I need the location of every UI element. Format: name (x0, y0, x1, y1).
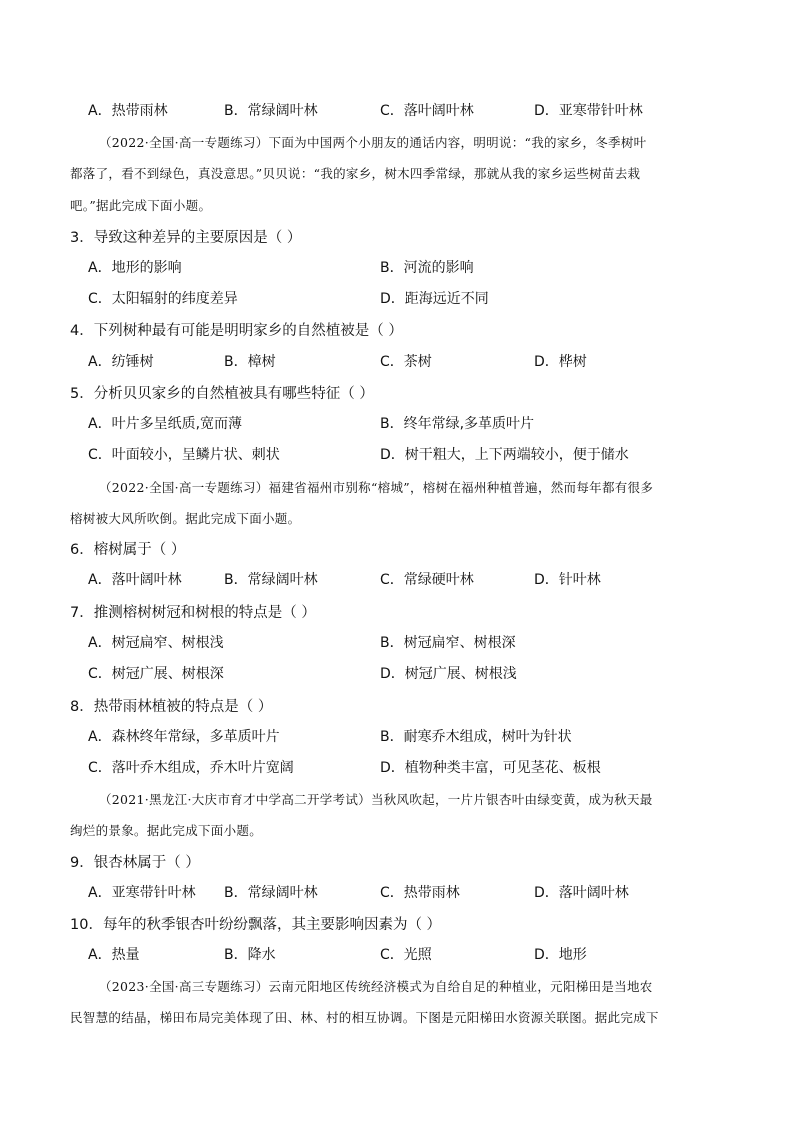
answer-option: D．树干粗大，上下两端较小，便于储水 (380, 447, 629, 463)
answer-option: D．亚寒带针叶林 (534, 103, 643, 119)
answer-option: B．终年常绿,多革质叶片 (380, 416, 535, 432)
answer-option: B．耐寒乔木组成，树叶为针状 (380, 729, 572, 745)
answer-option: C．热带雨林 (380, 885, 460, 901)
answer-option: C．树冠广展、树根深 (88, 666, 224, 682)
answer-option: B．降水 (224, 947, 276, 963)
answer-option: B．树冠扁窄、树根深 (380, 635, 516, 651)
material-intro-continued: 榕树被大风所吹倒。据此完成下面小题。 (70, 511, 301, 526)
material-intro-continued: 吧。”据此完成下面小题。 (70, 198, 212, 213)
question-stem: 6．榕树属于（ ） (70, 542, 186, 558)
question-stem: 3．导致这种差异的主要原因是（ ） (70, 230, 302, 246)
material-intro: （2022·全国·高一专题练习）下面为中国两个小朋友的通话内容，明明说：“我的家乡，冬季树叶 (99, 135, 647, 150)
question-stem: 4．下列树种最有可能是明明家乡的自然植被是（ ） (70, 323, 403, 339)
answer-option: D．植物种类丰富，可见茎花、板根 (380, 760, 601, 776)
question-stem: 9．银杏林属于（ ） (70, 855, 200, 871)
answer-option: D．桦树 (534, 354, 587, 370)
answer-option: B．常绿阔叶林 (224, 885, 318, 901)
answer-option: A．热量 (88, 947, 140, 963)
question-stem: 7．推测榕树树冠和树根的特点是（ ） (70, 605, 316, 621)
answer-option: A．纺锤树 (88, 354, 154, 370)
answer-option: B．河流的影响 (380, 260, 474, 276)
answer-option: C．落叶阔叶林 (380, 103, 474, 119)
material-intro-continued: 绚烂的景象。据此完成下面小题。 (70, 823, 263, 838)
answer-option: A．地形的影响 (88, 260, 182, 276)
material-intro-continued: 都落了，看不到绿色，真没意思。”贝贝说：“我的家乡，树木四季常绿，那就从我的家乡运些树苗去栽 (70, 166, 641, 181)
material-intro: （2021·黑龙江·大庆市育才中学高二开学考试）当秋风吹起，一片片银杏叶由绿变黄，成为秋天最 (99, 792, 653, 807)
answer-option: C．茶树 (380, 354, 432, 370)
answer-option: C．光照 (380, 947, 432, 963)
material-intro: （2022·全国·高一专题练习）福建省福州市别称“榕城”，榕树在福州种植普遍，然而每年都有很多 (99, 480, 654, 495)
answer-option: B．樟树 (224, 354, 276, 370)
answer-option: A．叶片多呈纸质,宽而薄 (88, 416, 243, 432)
material-intro: （2023·全国·高三专题练习）云南元阳地区传统经济模式为自给自足的种植业，元阳梯田是当地农 (99, 979, 653, 994)
answer-option: B．常绿阔叶林 (224, 572, 318, 588)
answer-option: A．热带雨林 (88, 103, 168, 119)
question-stem: 5．分析贝贝家乡的自然植被具有哪些特征（ ） (70, 386, 374, 402)
answer-option: A．亚寒带针叶林 (88, 885, 196, 901)
material-intro-continued: 民智慧的结晶，梯田布局完美体现了田、林、村的相互协调。下图是元阳梯田水资源关联图。据此完成下 (70, 1010, 659, 1025)
answer-option: A．落叶阔叶林 (88, 572, 182, 588)
answer-option: A．森林终年常绿，多革质叶片 (88, 729, 280, 745)
answer-option: C．叶面较小，呈鳞片状、刺状 (88, 447, 280, 463)
question-stem: 8．热带雨林植被的特点是（ ） (70, 699, 273, 715)
answer-option: C．太阳辐射的纬度差异 (88, 291, 238, 307)
answer-option: C．常绿硬叶林 (380, 572, 474, 588)
answer-option: D．树冠广展、树根浅 (380, 666, 517, 682)
answer-option: D．距海远近不同 (380, 291, 489, 307)
answer-option: B．常绿阔叶林 (224, 103, 318, 119)
answer-option: D．针叶林 (534, 572, 601, 588)
answer-option: C．落叶乔木组成，乔木叶片宽阔 (88, 760, 294, 776)
answer-option: A．树冠扁窄、树根浅 (88, 635, 224, 651)
answer-option: D．地形 (534, 947, 587, 963)
answer-option: D．落叶阔叶林 (534, 885, 629, 901)
question-stem: 10．每年的秋季银杏叶纷纷飘落，其主要影响因素为（ ） (70, 917, 442, 933)
